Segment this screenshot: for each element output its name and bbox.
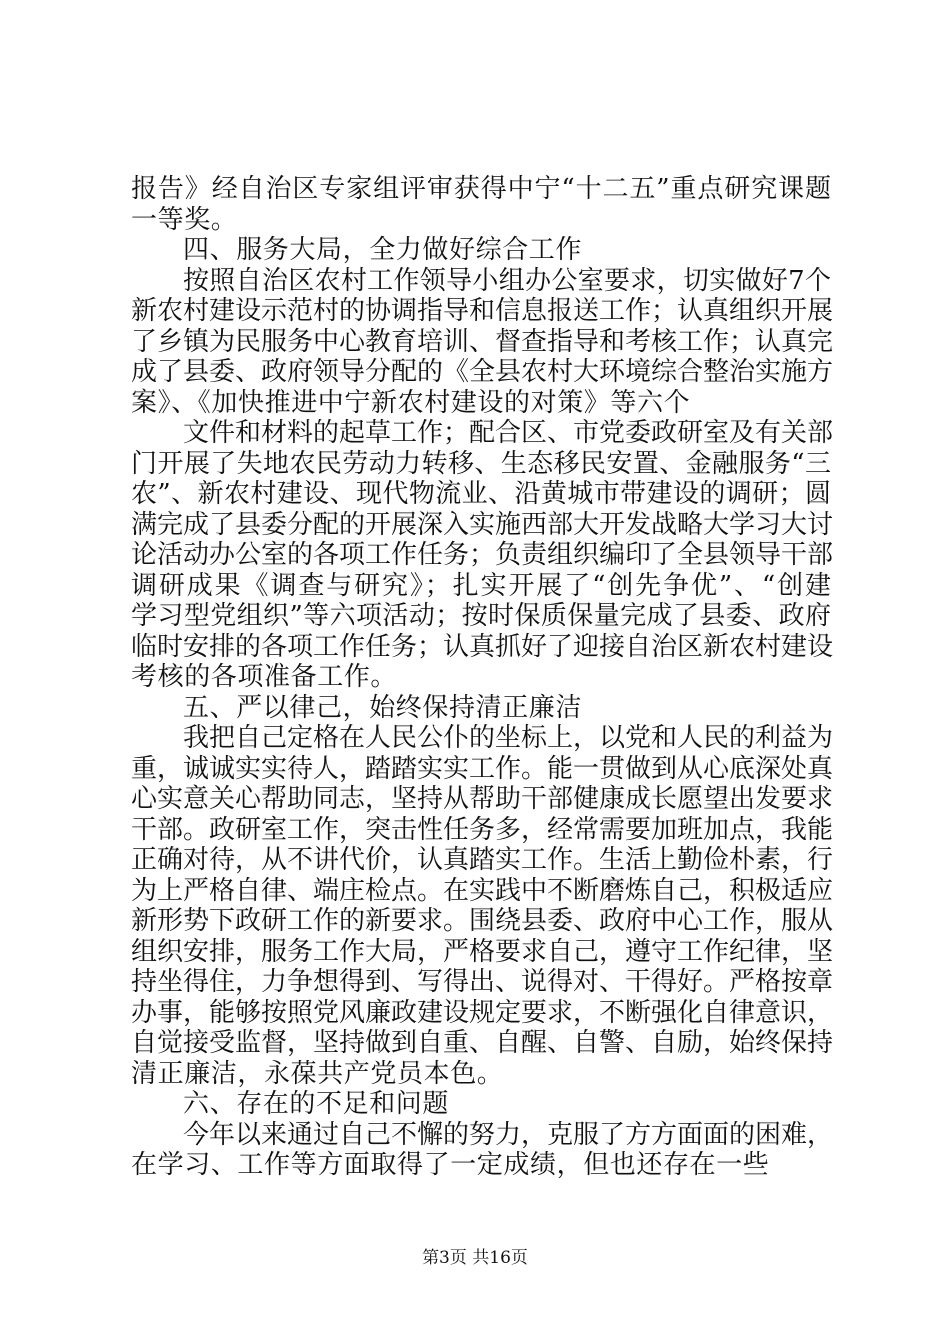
text-line: 文件和材料的起草工作；配合区、市党委政研室及有关部 — [183, 418, 834, 448]
text-line: 五、严以律己，始终保持清正廉洁 — [183, 692, 583, 723]
text-line: 重，诚诚实实待人，踏踏实实工作。能一贯做到从心底深处真 — [131, 753, 834, 784]
document-body — [131, 174, 834, 1181]
text-line: 论活动办公室的各项工作任务；负责组织编印了全县领导干部 — [131, 540, 834, 570]
text-line: 农”、新农村建设、现代物流业、沿黄城市带建设的调研；圆 — [131, 479, 831, 509]
text-line: 一等奖。 — [131, 204, 238, 235]
text-line: 持坐得住，力争想得到、写得出、说得对、干得好。严格按章 — [131, 967, 834, 997]
text-line: 案》、《加快推进中宁新农村建设的对策》等六个 — [131, 387, 691, 418]
text-line: 四、服务大局，全力做好综合工作 — [183, 235, 583, 265]
text-line: 今年以来通过自己不懈的努力，克服了方方面面的困难， — [183, 1119, 834, 1150]
text-line: 成了县委、政府领导分配的《全县农村大环境综合整治实施方 — [131, 357, 834, 387]
text-line: 组织安排，服务工作大局，严格要求自己，遵守工作纪律，坚 — [131, 936, 834, 967]
text-line: 了乡镇为民服务中心教育培训、督查指导和考核工作；认真完 — [131, 326, 834, 357]
text-line: 临时安排的各项工作任务；认真抓好了迎接自治区新农村建设 — [131, 631, 834, 662]
text-line: 在学习、工作等方面取得了一定成绩，但也还存在一些 — [131, 1150, 770, 1180]
page-footer: 第3页 共16页 — [422, 1248, 528, 1268]
text-line: 满完成了县委分配的开展深入实施西部大开发战略大学习大讨 — [131, 509, 834, 540]
text-line: 心实意关心帮助同志，坚持从帮助干部健康成长愿望出发要求 — [131, 784, 834, 814]
text-line: 正确对待，从不讲代价，认真踏实工作。生活上勤俭朴素，行 — [131, 845, 834, 875]
text-line: 调研成果《调查与研究》；扎实开展了“创先争优”、“创建 — [131, 570, 831, 601]
text-line: 清正廉洁，永葆共产党员本色。 — [131, 1058, 504, 1089]
text-line: 自觉接受监督，坚持做到自重、自醒、自警、自励，始终保持 — [131, 1028, 834, 1058]
text-line: 学习型党组织”等六项活动；按时保质保量完成了县委、政府 — [131, 601, 831, 631]
text-line: 按照自治区农村工作领导小组办公室要求，切实做好7个 — [183, 265, 831, 296]
text-line: 办事，能够按照党风廉政建设规定要求，不断强化自律意识， — [131, 997, 834, 1028]
text-line: 为上严格自律、端庄检点。在实践中不断磨炼自己，积极适应 — [131, 875, 834, 906]
text-line: 干部。政研室工作，突击性任务多，经常需要加班加点，我能 — [131, 814, 834, 845]
text-line: 门开展了失地农民劳动力转移、生态移民安置、金融服务“三 — [131, 448, 831, 479]
text-line: 新形势下政研工作的新要求。围绕县委、政府中心工作，服从 — [131, 906, 834, 936]
text-line: 我把自己定格在人民公仆的坐标上，以党和人民的利益为 — [183, 723, 834, 753]
text-line: 考核的各项准备工作。 — [131, 662, 398, 692]
text-line: 新农村建设示范村的协调指导和信息报送工作；认真组织开展 — [131, 296, 834, 326]
text-line: 六、存在的不足和问题 — [183, 1089, 450, 1119]
text-line: 报告》经自治区专家组评审获得中宁“十二五”重点研究课题 — [131, 174, 831, 204]
